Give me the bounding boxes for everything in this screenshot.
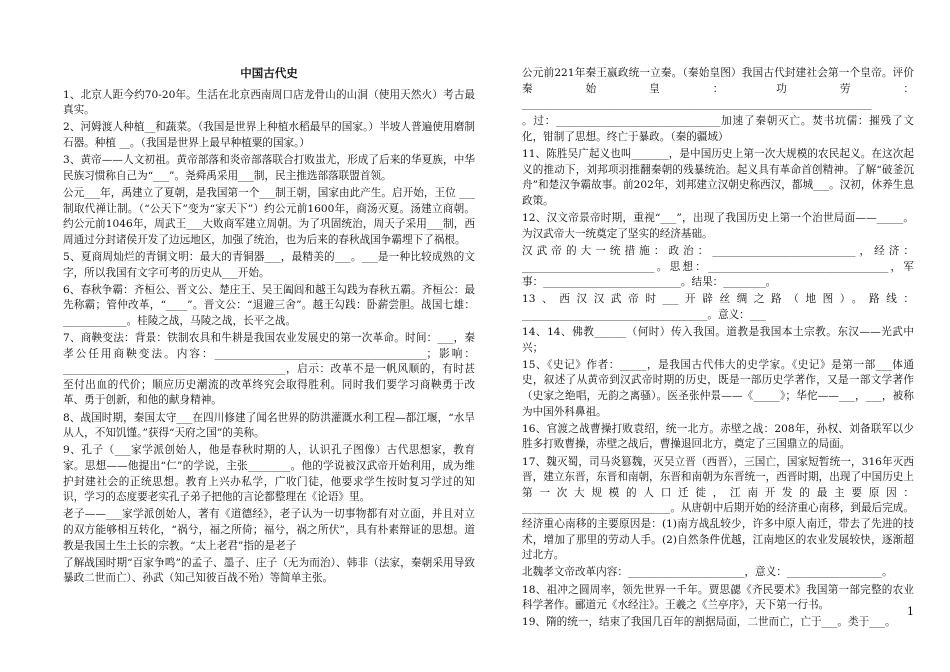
right-paragraph: 19、隋的统一，结束了我国几百年的割据局面，二世而亡，亡于___。类于___。: [522, 616, 896, 629]
left-paragraph: 3、黄帝——人文初祖。黄帝部落和炎帝部落联合打败蚩尤，形成了后来的华夏族，中华民族习惯称自己为“___”。尧舜禹采用___制，民主推选部落联盟首领。: [63, 154, 475, 182]
right-paragraph: 16、官渡之战曹操打败袁绍，统一北方。赤壁之战：208年，孙权、刘备联军以少胜多打败曹操，赤壁之战后，曹操退回北方，奠定了三国鼎立的局面。: [522, 422, 914, 451]
page-title: 中国古代史: [240, 66, 298, 80]
left-paragraph: 8、战国时期，秦国太守___在四川修建了闻名世界的防洪灌溉水利工程—都江堰，“水旱从人，不知饥馑。”获得“天府之国”的美称。: [63, 411, 475, 440]
left-column: [63, 66, 475, 589]
right-paragraph: 14、14、佛教______（何时）传入我国。道教是我国本土宗教。东汉——光武中兴；: [522, 326, 914, 354]
left-paragraph: 6、春秋争霸：齐桓公、晋文公、楚庄王、吴王阖闾和越王勾践为春秋五霸。齐桓公：最先称霸；管仲改革，“____”。晋文公：“退避三舍”。越王勾践：卧薪尝胆。战国七雄：____________。桂陵之战，马陵之战，长平之战。: [63, 283, 475, 327]
right-paragraph: 18、祖冲之圆周率，领先世界一千年。贾思勰《齐民要术》我国第一部完整的农业科学著作。郦道元《水经注》。王羲之《兰亭序》，天下第一行书。: [522, 583, 914, 612]
left-paragraph: 1、北京人距今约70-20年。生活在北京西南周口店龙骨山的山洞（使用天然火）考古最真实。: [63, 88, 475, 117]
left-paragraph: 5、夏商周灿烂的青铜文明：最大的青铜器___，最精美的___。___是一种比较成熟的文字，所以我国有文字可考的历史从___开始。: [63, 250, 475, 279]
right-paragraph: 13、西汉汉武帝时___开辟丝绸之路（地图）。路线：___________________________________。意义：___: [522, 293, 914, 321]
right-paragraph: 北魏孝文帝改革内容：______________________，意义：__________________。: [522, 566, 893, 579]
right-paragraph: 12、汉文帝景帝时期，重视“___”，出现了我国历史上第一个治世局面——_____。为汉武帝大一统奠定了坚实的经济基础。: [522, 212, 914, 240]
left-paragraph: 公元___年，禹建立了夏朝，是我国第一个___制王朝，国家由此产生。启开始，王位 ___制取代禅让制。（“公天下”变为“家天下”）约公元前1600年，商汤灭夏。汤建立商朝。约公元前1046年，周武王___大败商军建立周朝。为了巩固统治，周天子采用___制，西周通过分封诸侯开发了边远地区，加强了统治，也为后来的春秋战国争霸埋下了祸根。: [63, 186, 475, 246]
right-paragraph: 11、陈胜吴广起义也叫_______，是中国历史上第一次大规模的农民起义。在这次起义的推动下，刘邦项羽推翻秦朝的残暴统治。起义具有革命首创精神。了解“破釜沉舟”和楚汉争霸故事。前202年，刘邦建立汉朝史称西汉，都城___。汉初，休养生息政策。: [522, 148, 914, 207]
right-paragraph: 15、《史记》作者：_____，是我国古代伟大的史学家。《史记》是第一部___体通史，叙述了从黄帝到汉武帝时期的历史，既是一部历史学著作，又是一部文学著作（史家之绝唱，无韵之离骚）。医圣张仲景——《_____》；华佗——___，___，被称为中国外科鼻祖。: [522, 358, 914, 418]
right-paragraph: 。过：_______________________________加速了秦朝灭亡。焚书坑儒：摧残了文化，钳制了思想。终亡于暴政。（秦的疆域）: [522, 115, 914, 143]
right-paragraph: 17、魏灭蜀，司马炎篡魏，灭吴立晋（西晋），三国亡，国家短暂统一，316年灭西晋，建立东晋，东晋和南朝，东晋和南朝为东晋统一，西晋时期，出现了中国历史上第一次大规模的人口迁徙，江南开发的最主要原因：____________________________。从唐朝中后期开始的经济重心南移，到最后完成。经济重心南移的主要原因是：(1)南方战乱较少，许多中原人南迁，带去了先进的技术，增加了那里的劳动人手。(2)自然条件优越，江南地区的农业发展较快，逐渐超过北方。: [522, 455, 914, 562]
left-paragraph: 7、商鞅变法：背景：铁制农具和牛耕是我国农业发展史的第一次革命。时间：___，秦孝公任用商鞅变法。内容：________________________________________；影响：__________________________________________，启示：改革不是一帆风顺的，有时甚至付出血的代价；顺应历史潮流的改革终究会取得胜利。同时我们要学习商鞅勇于改革、勇于创新，和他的献身精神。: [63, 332, 475, 407]
right-paragraph: 公元前221年秦王嬴政统一立秦。（秦始皇图）我国古代封建社会第一个皇帝。评价秦始皇：功劳：__________________________________________________________________: [522, 67, 914, 111]
left-paragraph: 老子——___家学派创始人，著有《道德经》，老子认为一切事物都有对立面，并且对立的双方能够相互转化，“祸兮，福之所倚；福兮，祸之所伏”，具有朴素辩证的思想。道教是我国土生土长的宗教。“太上老君”指的是老子: [63, 508, 475, 552]
left-paragraph: 了解战国时期“百家争鸣”的孟子、墨子、庄子（无为而治）、韩非（法家，秦朝采用导致暴政二世而亡）、孙武（知己知彼百战不殆）等简单主张。: [63, 556, 475, 585]
right-paragraph: 汉武帝的大一统措施：政治：___________________________，经济：_________________________。思想：__________________________________，军事：__________________________。结果：________。: [522, 244, 914, 289]
left-paragraph: 2、河姆渡人种植__和蔬菜。（我国是世界上种植水稻最早的国家。）半坡人普遍使用磨制石器。种植 __。（我国是世界上最早种植粟的国家。）: [63, 121, 475, 149]
right-column: [522, 66, 914, 633]
left-paragraph: 9、孔子（___家学派创始人，他是春秋时期的人，认识孔子图像）古代思想家，教育家。思想——他提出“仁”的学说，主张________。他的学说被汉武帝开始利用，成为维护封建社会的正统思想。教育上兴办私学，广收门徒，他要求学生按时复习学过的知识，学习的态度要老实孔子弟子把他的言论都整理在《论语》里。: [63, 444, 475, 504]
page-number: 1: [907, 605, 914, 618]
